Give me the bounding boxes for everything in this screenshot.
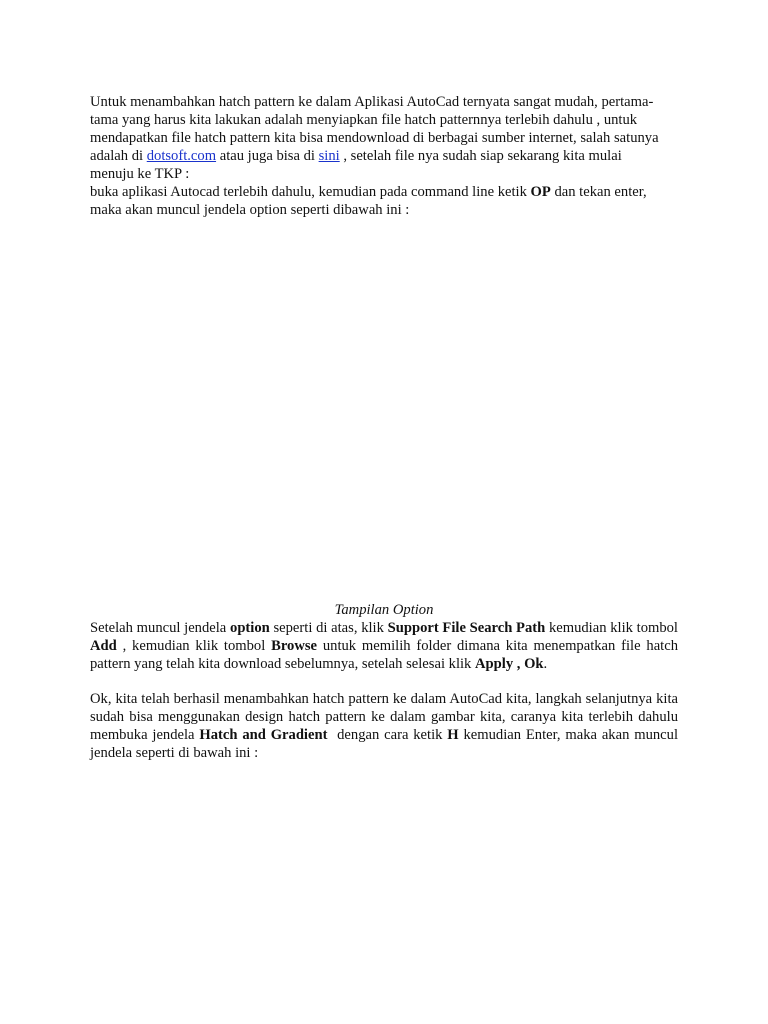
p3-bold-h: H [447,727,459,743]
intro-line-1: Untuk menambahkan hatch pattern ke dalam Aplikasi AutoCad ternyata sangat mudah, pertama- [90,94,654,110]
intro-line-4-mid: atau juga bisa di [216,148,319,164]
intro-line-6-pre: buka aplikasi Autocad terlebih dahulu, kemudian pada command line ketik [90,184,531,200]
paragraph-hatch-gradient [90,690,678,762]
p3-text-1: Ok, kita telah berhasil menambahkan hatch pattern ke dalam AutoCad kita, langkah selanjutnya kita sudah bisa menggunakan design hatch pattern ke dalam gambar kita, caranya kita terlebih dahulu membuka jendela [90,691,678,743]
p2-text-2: seperti di atas, klik [269,620,388,636]
p2-bold-add: Add [90,638,117,654]
intro-line-6-post: dan tekan enter, [550,184,647,200]
p3-text-2: dengan cara ketik [327,727,448,743]
p2-bold-support-file-search-path: Support File Search Path [387,620,546,636]
paragraph-option-steps [90,619,678,673]
option-window-image-area [90,224,678,596]
sini-link[interactable]: sini [318,148,340,164]
p3-text-3: kemudian Enter, maka akan muncul jendela seperti di bawah ini : [90,727,678,761]
p2-bold-browse: Browse [271,638,318,654]
p2-text-5: untuk memilih folder dimana kita menempatkan file hatch pattern yang telah kita download sebelumnya, setelah selesai klik [90,638,678,672]
intro-line-7: maka akan muncul jendela option seperti dibawah ini : [90,202,410,218]
op-command: OP [530,184,551,200]
p2-text-1: Setelah muncul jendela [90,620,231,636]
intro-line-4-post: , setelah file nya sudah siap sekarang kita mulai [339,148,622,164]
figure-caption: Tampilan Option [334,602,434,618]
intro-paragraph [90,93,678,219]
p2-text-6: . [543,656,548,672]
p3-bold-hatch-and-gradient: Hatch and Gradient [199,727,328,743]
intro-line-5: menuju ke TKP : [90,166,190,182]
intro-line-3: mendapatkan file hatch pattern kita bisa mendownload di berbagai sumber internet, salah satunya [90,130,659,146]
p2-bold-option: option [230,620,270,636]
p2-text-4: , kemudian klik tombol [116,638,272,654]
intro-line-2: tama yang harus kita lakukan adalah menyiapkan file hatch patternnya terlebih dahulu , untuk [90,112,638,128]
p2-bold-apply-ok: Apply , Ok [475,656,544,672]
dotsoft-link[interactable]: dotsoft.com [146,148,217,164]
hatch-gradient-window-image-area [90,766,678,1016]
p2-text-3: kemudian klik tombol [545,620,678,636]
intro-line-4-pre: adalah di [90,148,147,164]
